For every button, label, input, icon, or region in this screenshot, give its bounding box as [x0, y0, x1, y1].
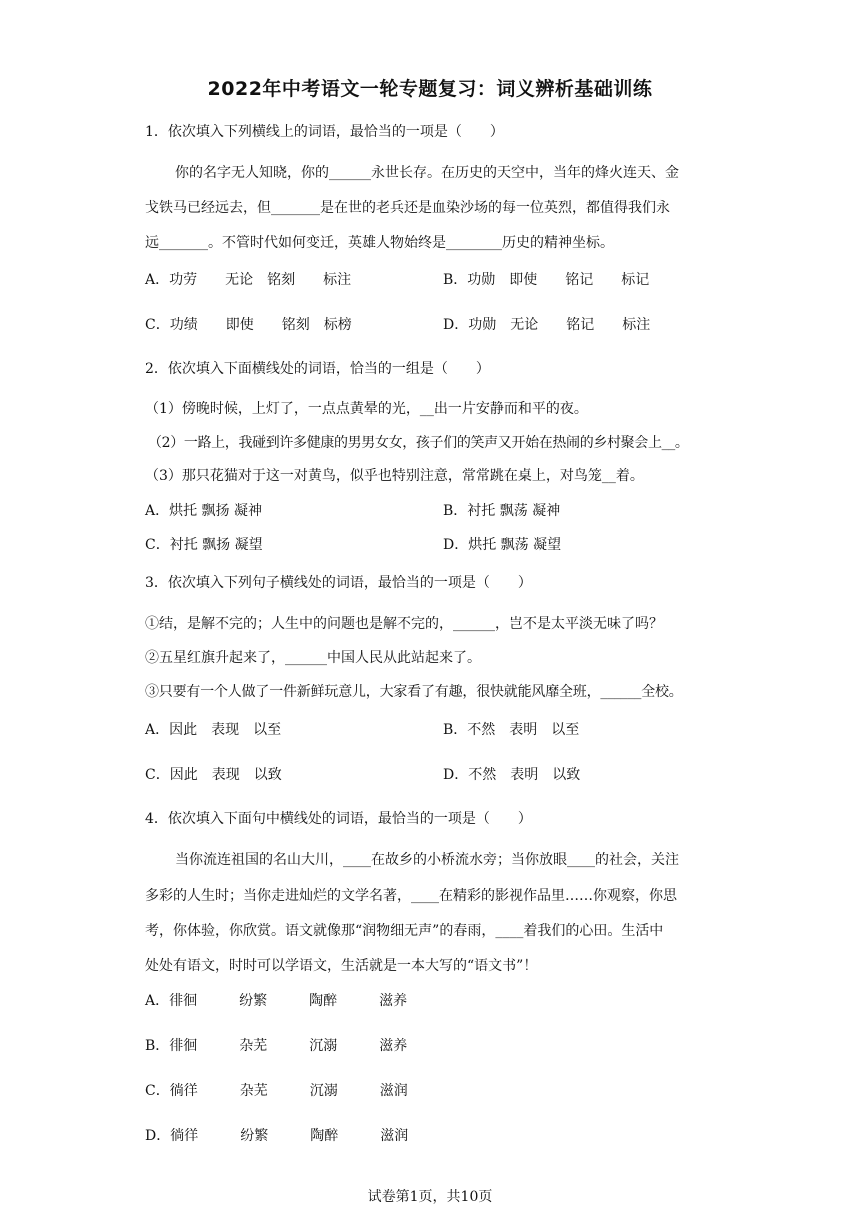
- page-title: 2022年中考语文一轮专题复习：词义辨析基础训练: [207, 78, 653, 100]
- q3-option-b[interactable]: B．不然 表明 以至: [443, 722, 580, 738]
- q3-option-d[interactable]: D．不然 表明 以致: [443, 767, 581, 783]
- q1-option-d[interactable]: D．功勋 无论 铭记 标注: [443, 317, 651, 333]
- q2-sentence: （2）一路上，我碰到许多健康的男男女女，孩子们的笑声又开始在热闹的乡村聚会上__。: [148, 435, 689, 451]
- q1-option-b[interactable]: B．功勋 即使 铭记 标记: [443, 272, 650, 288]
- q2-stem: 2．依次填入下面横线处的词语，恰当的一组是（ ）: [145, 361, 490, 377]
- q3-sentence: ①结，是解不完的；人生中的问题也是解不完的，______，岂不是太平淡无味了吗？: [145, 616, 663, 632]
- q3-stem: 3．依次填入下列句子横线处的词语，最恰当的一项是（ ）: [145, 575, 532, 591]
- q4-passage-line: 处处有语文，时时可以学语文，生活就是一本大写的“语文书”！: [145, 958, 538, 974]
- q2-option-b[interactable]: B．衬托 飘荡 凝神: [443, 503, 561, 519]
- q1-passage-line: 你的名字无人知晓，你的______永世长存。在历史的天空中，当年的烽火连天、金: [175, 165, 679, 181]
- q1-passage-line: 戈铁马已经远去，但_______是在世的老兵还是血染沙场的每一位英烈，都值得我们永: [145, 200, 670, 216]
- q2-sentence: （1）傍晚时候，上灯了，一点点黄晕的光，__出一片安静而和平的夜。: [145, 401, 588, 417]
- q1-stem: 1．依次填入下列横线上的词语，最恰当的一项是（ ）: [145, 124, 504, 140]
- q4-option-c[interactable]: C．徜徉 杂芜 沉溺 滋润: [145, 1083, 408, 1099]
- q2-sentence: （3）那只花猫对于这一对黄鸟，似乎也特别注意，常常跳在桌上，对鸟笼__着。: [145, 468, 644, 484]
- q1-passage-line: 远_______。不管时代如何变迁，英雄人物始终是________历史的精神坐标。: [145, 235, 614, 251]
- q4-passage-line: 考，你体验，你欣赏。语文就像那“润物细无声”的春雨，____着我们的心田。生活中: [145, 923, 664, 939]
- page-footer: 试卷第1页，共10页: [367, 1189, 493, 1205]
- q2-option-a[interactable]: A．烘托 飘扬 凝神: [145, 503, 263, 519]
- q3-option-c[interactable]: C．因此 表现 以致: [145, 767, 282, 783]
- q4-passage-line: 多彩的人生时；当你走进灿烂的文学名著，____在精彩的影视作品里……你观察，你思: [145, 888, 677, 904]
- q3-sentence: ③只要有一个人做了一件新鲜玩意儿，大家看了有趣，很快就能风靡全班，______全校。: [145, 684, 683, 700]
- q4-option-a[interactable]: A．徘徊 纷繁 陶醉 滋养: [145, 993, 408, 1009]
- q1-option-c[interactable]: C．功绩 即使 铭刻 标榜: [145, 317, 352, 333]
- q2-option-c[interactable]: C．衬托 飘扬 凝望: [145, 537, 263, 553]
- q4-option-b[interactable]: B．徘徊 杂芜 沉溺 滋养: [145, 1038, 408, 1054]
- q4-passage-line: 当你流连祖国的名山大川，____在故乡的小桥流水旁；当你放眼____的社会，关注: [175, 852, 679, 868]
- q3-option-a[interactable]: A．因此 表现 以至: [145, 722, 282, 738]
- q3-sentence: ②五星红旗升起来了，______中国人民从此站起来了。: [145, 650, 481, 666]
- q4-option-d[interactable]: D．徜徉 纷繁 陶醉 滋润: [145, 1128, 409, 1144]
- q4-stem: 4．依次填入下面句中横线处的词语，最恰当的一项是（ ）: [145, 811, 532, 827]
- q2-option-d[interactable]: D．烘托 飘荡 凝望: [443, 537, 562, 553]
- q1-option-a[interactable]: A．功劳 无论 铭刻 标注: [145, 272, 352, 288]
